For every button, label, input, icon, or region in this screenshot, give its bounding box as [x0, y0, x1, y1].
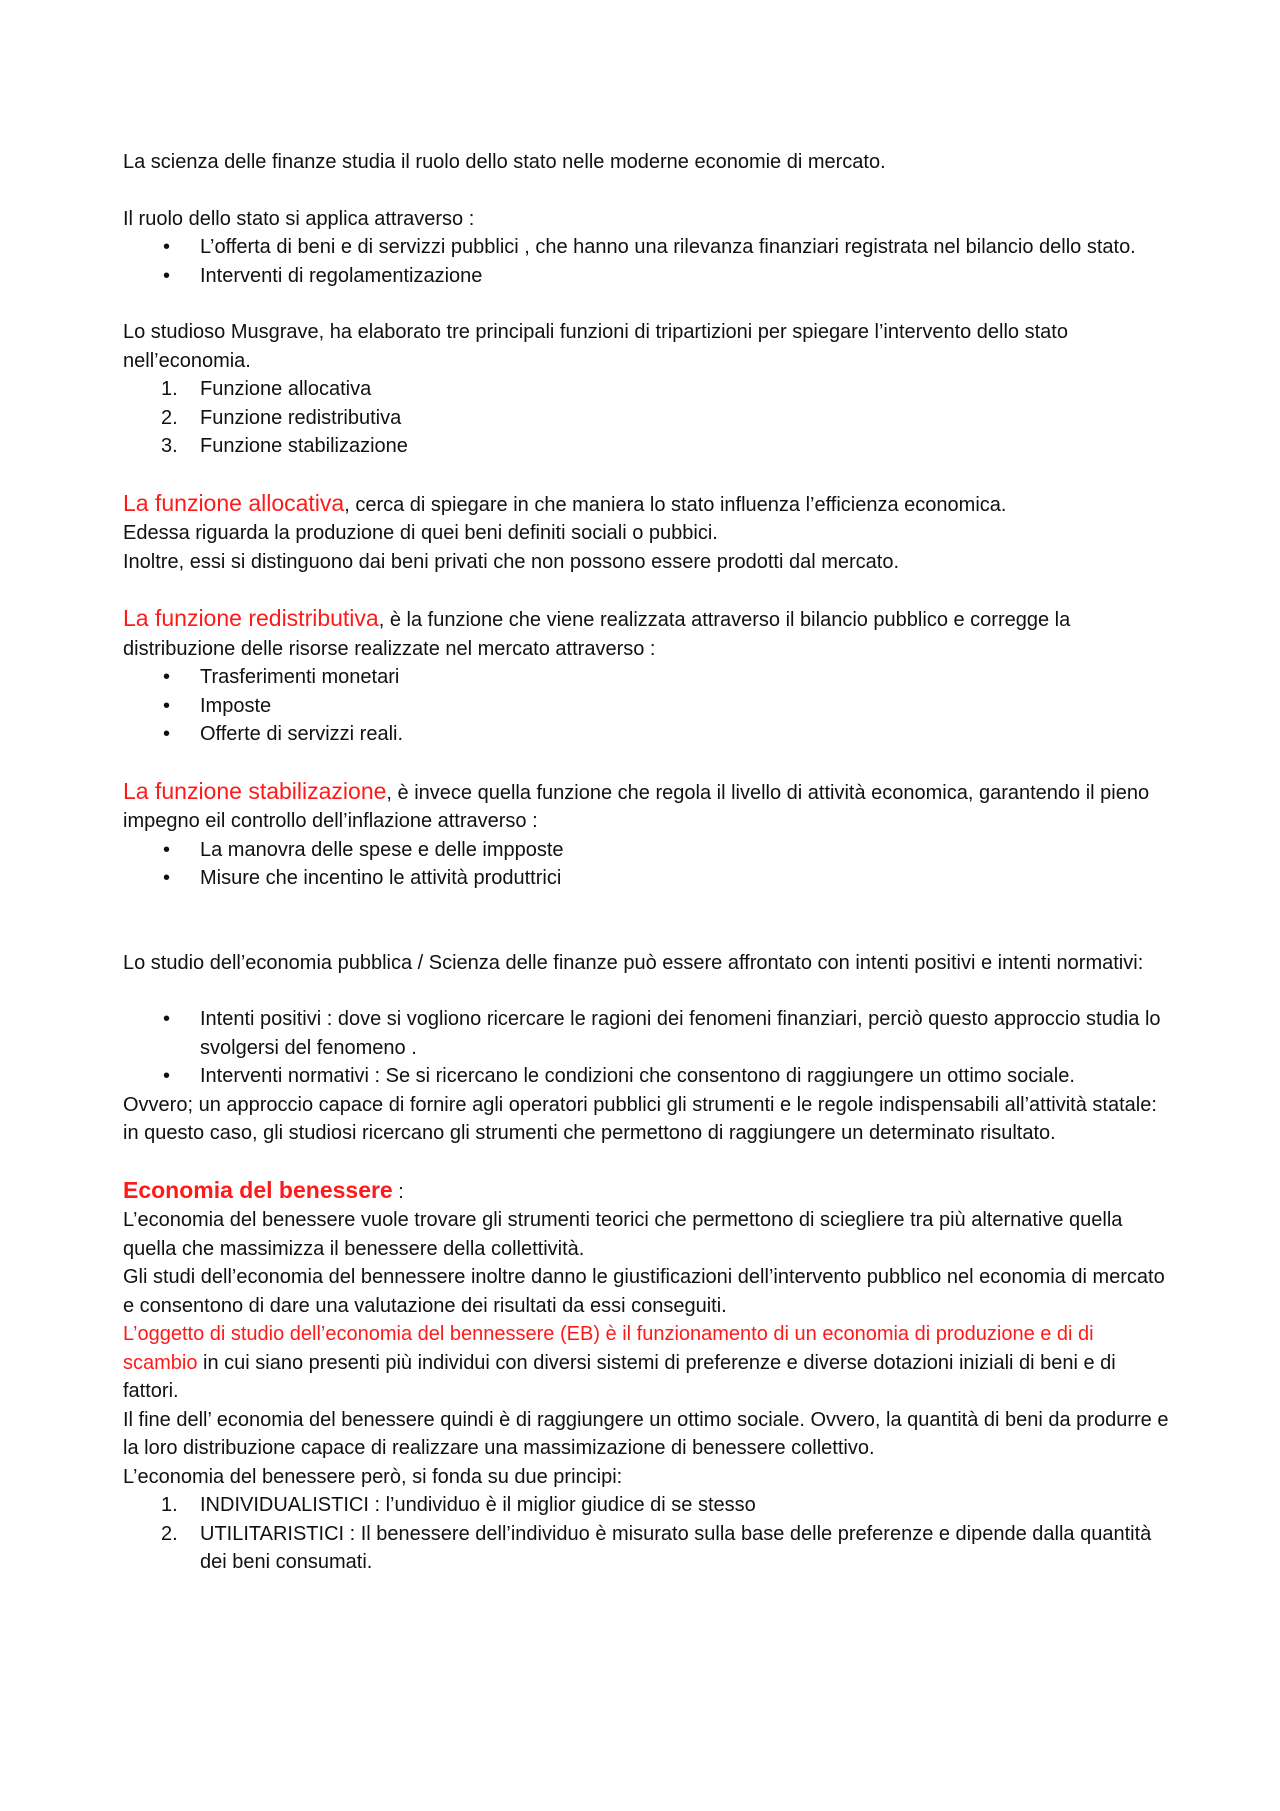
list-item-label: Funzione stabilizazione — [200, 435, 408, 457]
stabilizazione-bullet-list — [123, 836, 1173, 893]
musgrave-paragraph: Lo studioso Musgrave, ha elaborato tre principali funzioni di tripartizioni per spiegare l’intervento dello stato nell’economia. — [123, 321, 1068, 372]
benessere-numbered-list — [123, 1491, 1173, 1577]
benessere-heading-suffix: : — [392, 1180, 404, 1203]
intro-lead: Il ruolo dello stato si applica attraverso : — [123, 207, 475, 230]
list-item: • L’offerta di beni e di servizzi pubblici , che hanno una rilevanza finanziari registrata nel bilancio dello stato. — [123, 233, 1173, 262]
studio-paragraph: Lo studio dell’economia pubblica / Scienza delle finanze può essere affrontato con intenti positivi e intenti normativi: — [123, 951, 1144, 974]
list-number: 1. — [161, 378, 178, 400]
benessere-paragraph: Gli studi dell’economia del bennessere inoltre danno le giustificazioni dell’intervento pubblico nel economia di mercato e consentono di dare una valutazione dei risultati da essi conseguiti. — [123, 1266, 1165, 1317]
benessere-paragraph: Il fine dell’ economia del benessere quindi è di raggiungere un ottimo sociale. Ovvero, la quantità di beni da produrre e la loro distribuzione capace di realizzare una massimizazione di benessere collettivo. — [123, 1408, 1169, 1459]
list-item — [123, 1491, 1173, 1520]
list-number: 1. — [161, 1494, 178, 1516]
allocativa-heading: La funzione allocativa — [123, 489, 345, 516]
benessere-highlight: L’oggetto di studio dell’economia del bennessere (EB) è il funzionamento di un economia di produzione e di di scambio — [123, 1323, 1094, 1374]
stabilizazione-paragraph — [123, 777, 1173, 836]
benessere-paragraph — [123, 1320, 1173, 1406]
allocativa-line: Edessa riguarda la produzione di quei beni definiti sociali o pubbici. — [123, 522, 718, 544]
benessere-paragraph: L’economia del benessere però, si fonda su due principi: — [123, 1465, 623, 1488]
musgrave-numbered-list — [123, 375, 1173, 461]
list-item: • Interventi di regolamentizazione — [123, 262, 1173, 291]
list-item-label: UTILITARISTICI : Il benessere dell’individuo è misurato sulla base delle preferenze e dipende dalla quantità dei beni consumati. — [200, 1522, 1152, 1573]
list-item — [123, 432, 1173, 461]
redistributiva-paragraph — [123, 604, 1173, 663]
benessere-paragraph: L’economia del benessere vuole trovare gli strumenti teorici che permettono di sciegliere tra più alternative quella quella che massimizza il benessere della collettività. — [123, 1209, 1123, 1260]
intro-sentence: La scienza delle finanze studia il ruolo dello stato nelle moderne economie di mercato. — [123, 151, 886, 173]
list-item: • Imposte — [123, 692, 1173, 721]
list-item — [123, 1520, 1173, 1577]
stabilizazione-heading: La funzione stabilizazione — [123, 777, 387, 804]
studio-bullet-list — [123, 1005, 1173, 1091]
redistributiva-text: , è la funzione che viene realizzata attraverso il bilancio pubblico e corregge la distribuzione delle risorse realizzate nel mercato attraverso : — [123, 609, 1071, 660]
list-number: 3. — [161, 435, 178, 457]
document-body — [123, 148, 1173, 1577]
list-item: • Offerte di servizzi reali. — [123, 720, 1173, 749]
list-item — [123, 375, 1173, 404]
allocativa-text: , cerca di spiegare in che maniera lo stato influenza l’efficienza economica. — [344, 493, 1007, 516]
benessere-heading-line — [123, 1176, 1173, 1207]
studio-after-paragraph: Ovvero; un approccio capace di fornire agli operatori pubblici gli strumenti e le regole indispensabili all’attività statale: in questo caso, gli studiosi ricercano gli strumenti che permettono di raggiungere un determinato risultato. — [123, 1093, 1157, 1144]
redistributiva-bullet-list — [123, 663, 1173, 749]
list-item: • La manovra delle spese e delle impposte — [123, 836, 1173, 865]
list-item — [123, 404, 1173, 433]
benessere-highlight-continuation: in cui siano presenti più individui con diversi sistemi di preferenze e diverse dotazioni iniziali di beni e di fattori. — [123, 1351, 1116, 1402]
list-item: • Trasferimenti monetari — [123, 663, 1173, 692]
list-item-label: INDIVIDUALISTICI : l’undividuo è il miglior giudice di se stesso — [200, 1494, 756, 1516]
redistributiva-heading: La funzione redistributiva — [123, 605, 379, 631]
benessere-heading: Economia del benessere — [123, 1176, 393, 1203]
intro-bullet-list — [123, 233, 1173, 290]
list-number: 2. — [161, 406, 178, 429]
allocativa-paragraph — [123, 489, 1173, 520]
list-item: • Interventi normativi : Se si ricercano le condizioni che consentono di raggiungere un ottimo sociale. — [123, 1062, 1173, 1091]
list-item-label: Funzione redistributiva — [200, 406, 402, 429]
list-item: • Misure che incentino le attività produttrici — [123, 864, 1173, 893]
list-number: 2. — [161, 1522, 178, 1545]
list-item: • Intenti positivi : dove si vogliono ricercare le ragioni dei fenomeni finanziari, perciò questo approccio studia lo svolgersi del fenomeno . — [123, 1005, 1173, 1062]
list-item-label: Funzione allocativa — [200, 378, 372, 400]
allocativa-line: Inoltre, essi si distinguono dai beni privati che non possono essere prodotti dal mercato. — [123, 550, 900, 573]
stabilizazione-text: , è invece quella funzione che regola il livello di attività economica, garantendo il pieno impegno eil controllo dell’inflazione attraverso : — [123, 781, 1150, 832]
